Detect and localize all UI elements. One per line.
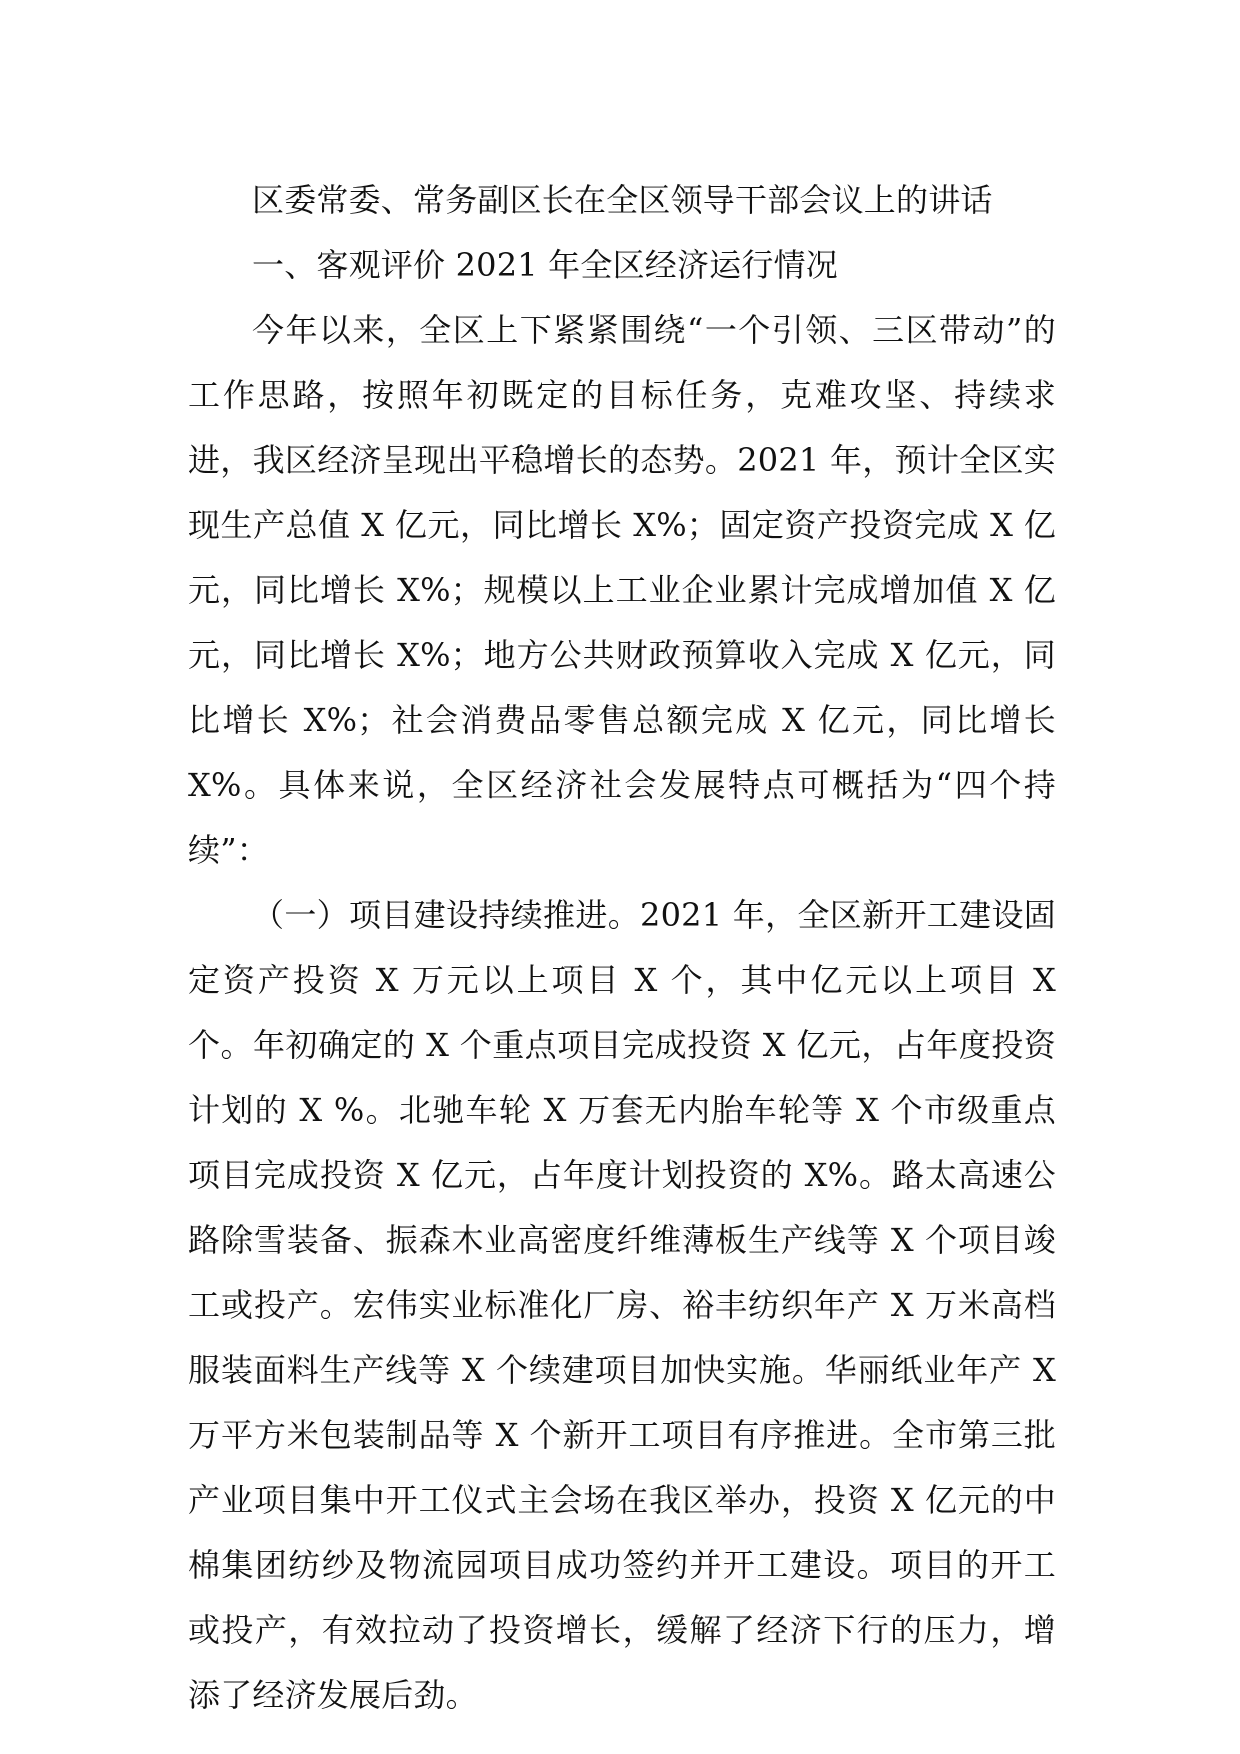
paragraph-project-construction: （一）项目建设持续推进。2021 年，全区新开工建设固定资产投资 X 万元以上项目 X 个，其中亿元以上项目 X 个。年初确定的 X 个重点项目完成投资 X 亿元，占年度投资计划的 X %。北驰车轮 X 万套无内胎车轮等 X 个市级重点项目完成投资 X 亿元，占年度计划投资的 X%。路太高速公路除雪装备、振森木业高密度纤维薄板生产线等 X 个项目竣工或投产。宏伟实业标准化厂房、裕丰纺织年产 X 万米高档服装面料生产线等 X 个续建项目加快实施。华丽纸业年产 X 万平方米包装制品等 X 个新开工项目有序推进。全市第三批产业项目集中开工仪式主会场在我区举办，投资 X 亿元的中棉集团纺纱及物流园项目成功签约并开工建设。项目的开工或投产，有效拉动了投资增长，缓解了经济下行的压力，增添了经济发展后劲。 <box>188 896 1056 1714</box>
paragraph-overview: 今年以来，全区上下紧紧围绕“一个引领、三区带动”的工作思路，按照年初既定的目标任务，克难攻坚、持续求进，我区经济呈现出平稳增长的态势。2021 年，预计全区实现生产总值 X 亿元，同比增长 X%；固定资产投资完成 X 亿元，同比增长 X%；规模以上工业企业累计完成增加值 X 亿元，同比增长 X%；地方公共财政预算收入完成 X 亿元，同比增长 X%；社会消费品零售总额完成 X 亿元，同比增长 X%。具体来说，全区经济社会发展特点可概括为“四个持续”： <box>188 311 1056 869</box>
document-title: 区委常委、常务副区长在全区领导干部会议上的讲话 <box>252 181 993 219</box>
section-heading: 一、客观评价 2021 年全区经济运行情况 <box>252 246 838 284</box>
document-body <box>188 168 1056 1728</box>
